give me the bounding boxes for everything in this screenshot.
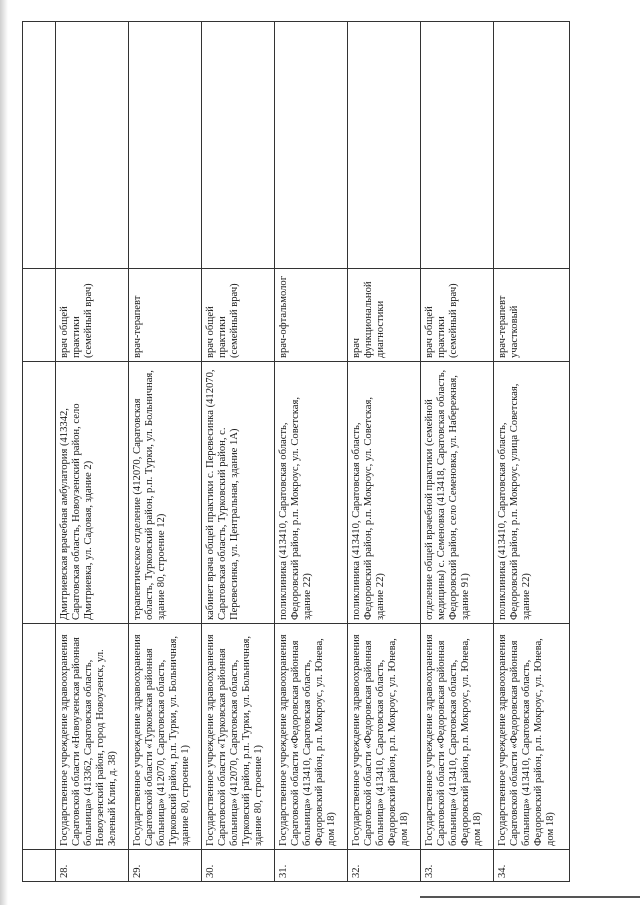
table-cell <box>23 269 56 362</box>
row-number: 34. <box>494 850 570 882</box>
position: врач-терапевт <box>129 269 202 362</box>
table-top-row <box>23 22 56 882</box>
institution: Государственное учреждение здравоохранения Саратовской области «Федоровская районная больница» (413410, Саратовская область, Федоровский район, р.п. Мокроус, ул. Юнева, дом 18) <box>421 624 494 850</box>
subdivision: терапевтическое отделение (412070, Саратовская область, Турковский район, р.п. Турки, ул. Больничная, здание 80, строение 12) <box>129 362 202 624</box>
scan-edge-bottom <box>420 896 640 898</box>
institution: Государственное учреждение здравоохранения Саратовской области «Турковская районная больница» (412070, Саратовская область, Турковский район, р.п. Турки, ул. Больничная, здание 80, строение 1) <box>129 624 202 850</box>
position: врач функциональной диагностики <box>348 269 421 362</box>
position: врач общей практики (семейный врач) <box>202 269 275 362</box>
row-number: 28. <box>56 850 129 882</box>
scan-edge-left <box>0 0 8 905</box>
institution: Государственное учреждение здравоохранения Саратовской области «Федоровская районная больница» (413410, Саратовская область, Федоровский район, р.п. Мокроус, ул. Юнева, дом 18) <box>494 624 570 850</box>
empty-cell <box>348 22 421 269</box>
empty-cell <box>56 22 129 269</box>
institution: Государственное учреждение здравоохранения Саратовской области «Турковская районная больница» (412070, Саратовская область, Турковский район, р.п. Турки, ул. Больничная, здание 80, строение 1) <box>202 624 275 850</box>
empty-cell <box>275 22 348 269</box>
table-row <box>129 22 202 882</box>
empty-cell <box>129 22 202 269</box>
position: врач общей практики (семейный врач) <box>56 269 129 362</box>
row-number: 33. <box>421 850 494 882</box>
subdivision: поликлиника (413410, Саратовская область, Федоровский район, р.п. Мокроус, ул. Советская, здание 22) <box>275 362 348 624</box>
empty-cell <box>202 22 275 269</box>
row-number: 32. <box>348 850 421 882</box>
table-row <box>348 22 421 882</box>
table-row <box>494 22 570 882</box>
table-cell <box>23 362 56 624</box>
table-cell <box>23 624 56 850</box>
subdivision: поликлиника (413410, Саратовская область, Федоровский район, р.п. Мокроус, улица Советская, здание 22) <box>494 362 570 624</box>
table-row <box>275 22 348 882</box>
institution: Государственное учреждение здравоохранения Саратовской области «Федоровская районная больница» (413410, Саратовская область, Федоровский район, р.п. Мокроус, ул. Юнева, дом 18) <box>275 624 348 850</box>
subdivision: кабинет врача общей практики с. Перевесинка (412070, Саратовская область, Турковский район, с. Перевесинка, ул. Центральная, здание 1А) <box>202 362 275 624</box>
table-row <box>56 22 129 882</box>
vacancy-table <box>22 21 570 882</box>
rotated-page <box>22 22 557 882</box>
row-number: 31. <box>275 850 348 882</box>
row-number: 29. <box>129 850 202 882</box>
position: врач-терапевт участковый <box>494 269 570 362</box>
empty-cell <box>421 22 494 269</box>
table-row <box>421 22 494 882</box>
table-cell <box>23 850 56 882</box>
table-row <box>202 22 275 882</box>
table-cell <box>23 22 56 269</box>
row-number: 30. <box>202 850 275 882</box>
institution: Государственное учреждение здравоохранения Саратовской области «Федоровская районная больница» (413410, Саратовская область, Федоровский район, р.п. Мокроус, ул. Юнева, дом 18) <box>348 624 421 850</box>
position: врач общей практики (семейный врач) <box>421 269 494 362</box>
vacancy-table-body <box>23 22 570 882</box>
position: врач-офтальмолог <box>275 269 348 362</box>
subdivision: поликлиника (413410, Саратовская область, Федоровский район, р.п. Мокроус, ул. Советская, здание 22) <box>348 362 421 624</box>
subdivision: Дмитриевская врачебная амбулатория (413342, Саратовская область, Новоузенский район, село Дмитриевка, ул. Садовая, здание 2) <box>56 362 129 624</box>
subdivision: отделение общей врачебной практики (семейной медицины) с. Семеновка (413418, Саратовская область, Федоровский район, село Семеновка, ул. Набережная, здание 91) <box>421 362 494 624</box>
institution: Государственное учреждение здравоохранения Саратовской области «Новоузенская районная больница» (413362, Саратовская область, Новоузенский район, город Новоузенск, ул. Зеленый Клин, д. 38) <box>56 624 129 850</box>
empty-cell <box>494 22 570 269</box>
